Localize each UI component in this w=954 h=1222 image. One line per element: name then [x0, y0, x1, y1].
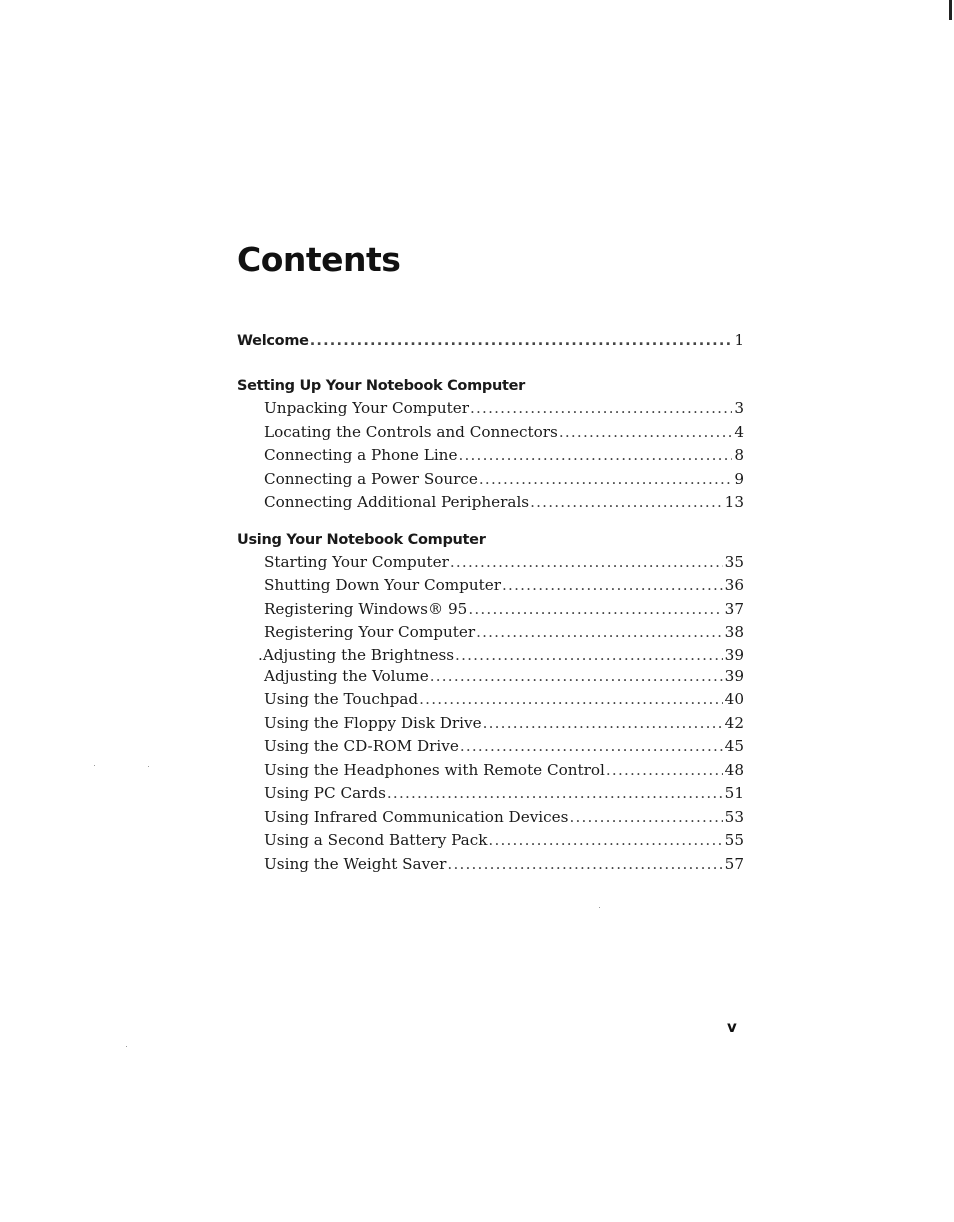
- toc-entry[interactable]: [264, 759, 744, 783]
- dot-leader: [476, 621, 723, 645]
- toc-entry[interactable]: [264, 574, 744, 598]
- dot-leader: [502, 574, 723, 598]
- toc-page-number: 39: [724, 666, 744, 685]
- toc-entry-label: Using Infrared Communication Devices: [264, 807, 569, 826]
- page-folio: v: [727, 1018, 737, 1036]
- toc-entry-label: Using the Floppy Disk Drive: [264, 713, 482, 732]
- toc-entry-welcome[interactable]: [237, 326, 744, 355]
- toc-entry[interactable]: [264, 735, 744, 759]
- page-title: Contents: [237, 240, 401, 279]
- dot-leader: [606, 759, 723, 783]
- toc-entry[interactable]: [264, 806, 744, 830]
- toc-page-number: 39: [724, 645, 744, 664]
- toc-page-number: 13: [724, 493, 744, 511]
- toc-page-number: 42: [724, 713, 744, 732]
- toc-entry-label: Registering Your Computer: [264, 623, 476, 641]
- dot-leader: [530, 491, 723, 515]
- toc-entry[interactable]: [264, 621, 744, 645]
- toc-entry[interactable]: [264, 665, 744, 689]
- dot-leader: [430, 665, 723, 689]
- dot-leader: [483, 712, 723, 736]
- dot-leader: [470, 397, 732, 421]
- toc-entry-label: Adjusting the Volume: [264, 666, 429, 685]
- toc-entry-label: Connecting Additional Peripherals: [264, 493, 530, 511]
- scan-speck: [599, 907, 600, 908]
- dot-leader: [559, 421, 733, 445]
- toc-page-number: 35: [724, 552, 744, 571]
- section-list-using: [237, 551, 744, 877]
- dot-leader: [455, 645, 723, 665]
- toc-entry-label: Welcome: [237, 333, 309, 349]
- scan-speck: [126, 1046, 127, 1047]
- toc-entry-label: Using the Headphones with Remote Control: [264, 760, 605, 779]
- toc-entry-label: Registering Windows® 95: [264, 599, 468, 618]
- dot-leader: [569, 806, 722, 830]
- scan-speck: [94, 765, 95, 766]
- toc-page-number: 55: [724, 831, 744, 849]
- dot-leader: [387, 782, 723, 806]
- toc-entry-label: Connecting a Phone Line: [264, 446, 458, 464]
- toc-entry-label: Shutting Down Your Computer: [264, 576, 502, 594]
- toc-entry[interactable]: [264, 551, 744, 575]
- toc-entry-label: Using the Touchpad: [264, 690, 419, 708]
- table-of-contents: [237, 326, 744, 876]
- toc-entry[interactable]: [264, 397, 744, 421]
- section-list-setting-up: [237, 397, 744, 515]
- toc-entry-label: Using the CD-ROM Drive: [264, 737, 459, 755]
- toc-page-number: 8: [734, 446, 744, 464]
- toc-page-number: 51: [724, 784, 744, 802]
- toc-page-number: 9: [734, 469, 744, 488]
- toc-page-number: 48: [724, 760, 744, 779]
- toc-entry[interactable]: [258, 645, 744, 665]
- toc-entry-label: Starting Your Computer: [264, 552, 449, 571]
- toc-entry[interactable]: [264, 853, 744, 877]
- toc-entry[interactable]: [264, 688, 744, 712]
- toc-entry[interactable]: [264, 712, 744, 736]
- toc-entry-label: Using a Second Battery Pack: [264, 831, 488, 849]
- toc-entry[interactable]: [264, 782, 744, 806]
- toc-entry-label: Locating the Controls and Connectors: [264, 422, 558, 441]
- toc-entry[interactable]: [264, 829, 744, 853]
- section-heading-setting-up: Setting Up Your Notebook Computer: [237, 378, 526, 394]
- toc-page-number: 36: [724, 576, 744, 594]
- toc-page-number: 53: [724, 807, 744, 826]
- scan-speck: [148, 766, 149, 767]
- toc-page-number: 38: [724, 623, 744, 641]
- toc-entry-label: Using PC Cards: [264, 784, 386, 802]
- dot-leader: [460, 735, 723, 759]
- toc-page-number: 3: [734, 399, 744, 417]
- toc-entry-label: Using the Weight Saver: [264, 854, 447, 873]
- toc-page-number: 45: [724, 737, 744, 755]
- dot-leader: [488, 829, 722, 853]
- toc-entry[interactable]: [264, 491, 744, 515]
- dot-leader: [458, 444, 732, 468]
- dot-leader: [450, 551, 723, 575]
- dot-leader: [310, 327, 733, 355]
- toc-page-number: 37: [724, 599, 744, 618]
- dot-leader: [468, 598, 722, 622]
- dot-leader: [479, 468, 732, 492]
- dot-leader: [419, 688, 723, 712]
- toc-entry[interactable]: [264, 421, 744, 445]
- toc-entry-label: Unpacking Your Computer: [264, 399, 469, 417]
- toc-entry-label: Connecting a Power Source: [264, 469, 478, 488]
- toc-page-number: 4: [734, 422, 744, 441]
- page-edge-mark: [949, 0, 952, 20]
- section-heading-using: Using Your Notebook Computer: [237, 531, 486, 548]
- toc-page-number: 1: [734, 331, 744, 349]
- toc-entry[interactable]: [264, 598, 744, 622]
- toc-entry[interactable]: [264, 444, 744, 468]
- toc-entry-label: .Adjusting the Brightness: [258, 645, 455, 664]
- toc-page-number: 57: [724, 854, 744, 873]
- toc-page-number: 40: [724, 690, 744, 708]
- toc-entry[interactable]: [264, 468, 744, 492]
- dot-leader: [447, 853, 722, 877]
